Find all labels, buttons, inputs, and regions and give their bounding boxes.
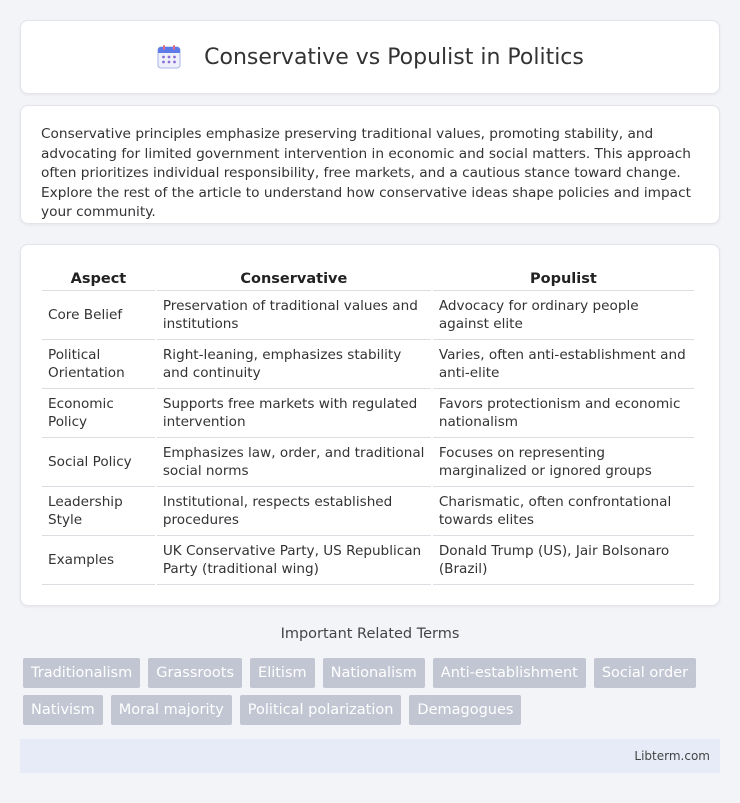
- table-row: [42, 438, 694, 487]
- table-cell-aspect: Core Belief: [42, 291, 155, 340]
- footer: [20, 739, 720, 773]
- table-cell-populist: Advocacy for ordinary people against elite: [433, 291, 694, 340]
- table-cell-aspect: Examples: [42, 536, 155, 585]
- table-cell-populist: Favors protectionism and economic nationalism: [433, 389, 694, 438]
- table-cell-conservative: Institutional, respects established procedures: [157, 487, 431, 536]
- calendar-grid-icon: [156, 44, 182, 70]
- related-term-tag[interactable]: Elitism: [250, 658, 315, 688]
- related-term-tag[interactable]: Anti-establishment: [433, 658, 586, 688]
- table-cell-aspect: Economic Policy: [42, 389, 155, 438]
- comparison-table-card: [20, 244, 720, 606]
- table-cell-aspect: Political Orientation: [42, 340, 155, 389]
- page-title: Conservative vs Populist in Politics: [204, 44, 584, 70]
- footer-site-link[interactable]: Libterm.com: [634, 749, 710, 763]
- table-cell-conservative: Supports free markets with regulated intervention: [157, 389, 431, 438]
- related-term-tag[interactable]: Political polarization: [240, 695, 402, 725]
- related-terms-title: Important Related Terms: [280, 626, 460, 642]
- table-row: [42, 291, 694, 340]
- table-cell-conservative: UK Conservative Party, US Republican Party (traditional wing): [157, 536, 431, 585]
- related-term-tag[interactable]: Social order: [594, 658, 696, 688]
- related-term-tag[interactable]: Grassroots: [148, 658, 242, 688]
- related-terms-list: [23, 658, 703, 725]
- table-cell-conservative: Preservation of traditional values and institutions: [157, 291, 431, 340]
- table-cell-populist: Donald Trump (US), Jair Bolsonaro (Brazil): [433, 536, 694, 585]
- header-aspect: Aspect: [42, 265, 155, 291]
- intro-card: [20, 105, 720, 224]
- related-term-tag[interactable]: Nativism: [23, 695, 103, 725]
- table-cell-populist: Charismatic, often confrontational towards elites: [433, 487, 694, 536]
- table-row: [42, 389, 694, 438]
- table-cell-populist: Focuses on representing marginalized or ignored groups: [433, 438, 694, 487]
- table-cell-aspect: Leadership Style: [42, 487, 155, 536]
- header-conservative: Conservative: [157, 265, 431, 291]
- table-row: [42, 487, 694, 536]
- related-term-tag[interactable]: Demagogues: [409, 695, 521, 725]
- table-cell-populist: Varies, often anti-establishment and anti-elite: [433, 340, 694, 389]
- comparison-table: [40, 265, 696, 585]
- table-cell-conservative: Emphasizes law, order, and traditional social norms: [157, 438, 431, 487]
- header-card: [20, 20, 720, 94]
- table-header-row: [42, 265, 694, 291]
- table-cell-aspect: Social Policy: [42, 438, 155, 487]
- header-populist: Populist: [433, 265, 694, 291]
- related-term-tag[interactable]: Traditionalism: [23, 658, 140, 688]
- table-row: [42, 340, 694, 389]
- table-cell-conservative: Right-leaning, emphasizes stability and continuity: [157, 340, 431, 389]
- table-row: [42, 536, 694, 585]
- intro-text: Conservative principles emphasize preserving traditional values, promoting stability, and advocating for limited government intervention in economic and social matters. This approach often prioritizes individual responsibility, free markets, and a cautious stance toward change. Explore the rest of the article to understand how conservative ideas shape policies and impact your community.: [41, 126, 691, 220]
- related-term-tag[interactable]: Moral majority: [111, 695, 232, 725]
- related-term-tag[interactable]: Nationalism: [323, 658, 425, 688]
